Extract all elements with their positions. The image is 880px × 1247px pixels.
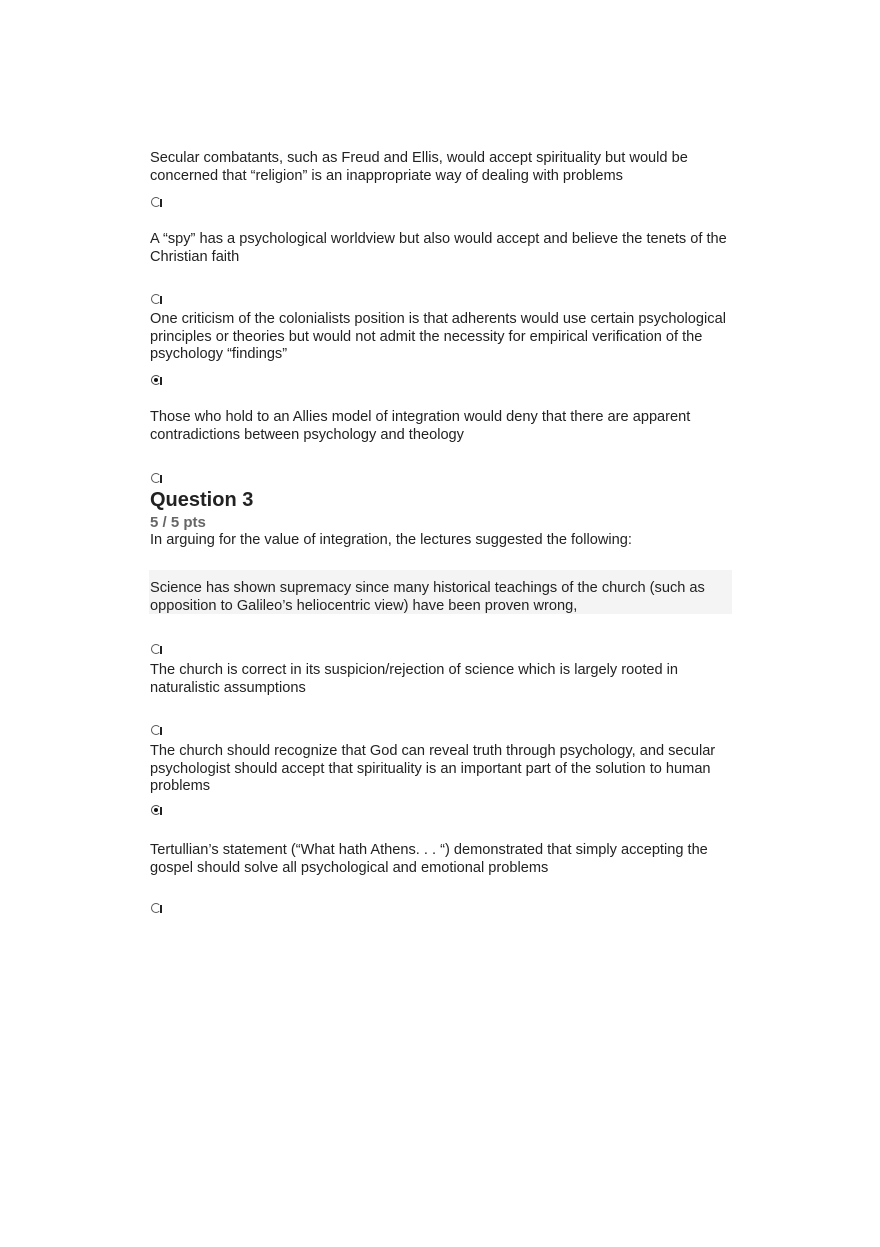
radio-button[interactable] <box>151 196 163 208</box>
question-title: Question 3 <box>150 489 254 511</box>
answer-option-text: A “spy” has a psychological worldview but also would accept and believe the tenets of the Christian faith <box>150 231 727 265</box>
radio-button[interactable] <box>151 472 163 484</box>
radio-button[interactable] <box>151 902 163 914</box>
answer-option-text: Tertullian’s statement (“What hath Athens. . . “) demonstrated that simply accepting the gospel should solve all psychological and emotional problems <box>150 842 708 876</box>
answer-option-text: Those who hold to an Allies model of integration would deny that there are apparent contradictions between psychology and theology <box>150 409 691 443</box>
answer-option-text: The church should recognize that God can reveal truth through psychology, and secular psychologist should accept that spirituality is an important part of the solution to human problems <box>150 743 716 795</box>
radio-button-selected[interactable] <box>151 374 163 386</box>
question-prompt: In arguing for the value of integration, the lectures suggested the following: <box>150 532 632 548</box>
radio-button[interactable] <box>151 724 163 736</box>
radio-button[interactable] <box>151 643 163 655</box>
answer-option-text: One criticism of the colonialists position is that adherents would use certain psychological principles or theories but would not admit the necessity for empirical verification of the psychology “findings” <box>150 311 726 363</box>
radio-button[interactable] <box>151 293 163 305</box>
answer-option-text: Secular combatants, such as Freud and Ellis, would accept spirituality but would be concerned that “religion” is an inappropriate way of dealing with problems <box>150 150 688 184</box>
answer-option-text: The church is correct in its suspicion/rejection of science which is largely rooted in naturalistic assumptions <box>150 662 679 696</box>
answer-option-text: Science has shown supremacy since many historical teachings of the church (such as opposition to Galileo’s heliocentric view) have been proven wrong, <box>150 580 705 614</box>
question-points: 5 / 5 pts <box>150 514 206 531</box>
radio-button-selected[interactable] <box>151 804 163 816</box>
